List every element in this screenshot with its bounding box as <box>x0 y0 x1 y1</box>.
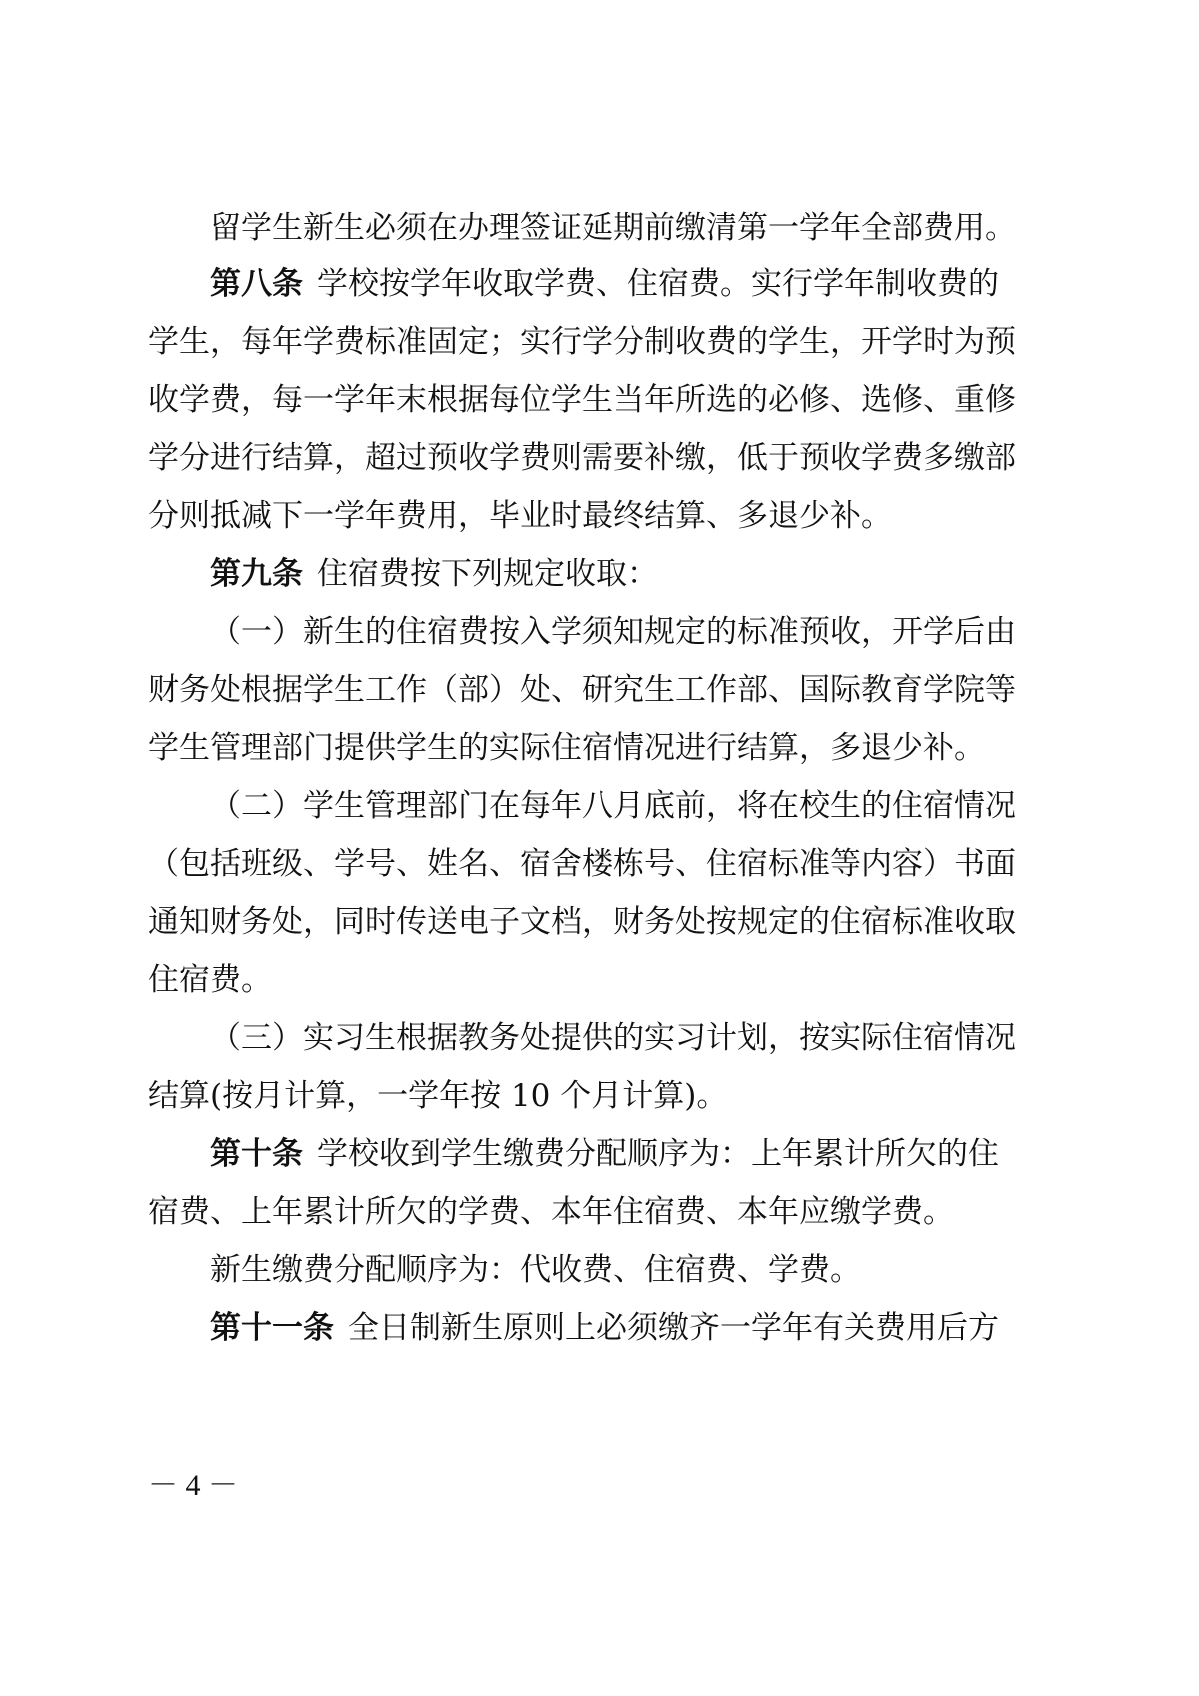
body-line: 新生缴费分配顺序为：代收费、住宿费、学费。 <box>210 1252 861 1288</box>
article-9-heading: 第九条 <box>210 556 303 592</box>
article-10-line: 第十条 学校收到学生缴费分配顺序为：上年累计所欠的住 <box>210 1136 999 1172</box>
body-line: 分则抵减下一学年费用，毕业时最终结算、多退少补。 <box>148 498 892 534</box>
body-line: 学生管理部门提供学生的实际住宿情况进行结算，多退少补。 <box>148 730 985 766</box>
body-line: （三）实习生根据教务处提供的实习计划，按实际住宿情况 <box>210 1020 1016 1056</box>
body-line: 收学费，每一学年末根据每位学生当年所选的必修、选修、重修 <box>148 382 1016 418</box>
body-line: （包括班级、学号、姓名、宿舍楼栋号、住宿标准等内容）书面 <box>148 846 1016 882</box>
article-8-line: 第八条 学校按学年收取学费、住宿费。实行学年制收费的 <box>210 266 999 302</box>
page-number: － 4 － <box>148 1469 238 1502</box>
article-11-heading: 第十一条 <box>210 1310 334 1346</box>
body-line: 通知财务处，同时传送电子文档，财务处按规定的住宿标准收取 <box>148 904 1016 940</box>
body-line: （一）新生的住宿费按入学须知规定的标准预收，开学后由 <box>210 614 1016 650</box>
article-8-heading: 第八条 <box>210 266 303 302</box>
body-line: 学分进行结算，超过预收学费则需要补缴，低于预收学费多缴部 <box>148 440 1016 476</box>
body-line: 宿费、上年累计所欠的学费、本年住宿费、本年应缴学费。 <box>148 1194 954 1230</box>
body-line: 留学生新生必须在办理签证延期前缴清第一学年全部费用。 <box>210 210 1016 246</box>
body-line: 住宿费。 <box>148 962 272 998</box>
body-line: 结算(按月计算，一学年按 10 个月计算)。 <box>148 1078 728 1114</box>
body-line: （二）学生管理部门在每年八月底前，将在校生的住宿情况 <box>210 788 1016 824</box>
article-11-line: 第十一条 全日制新生原则上必须缴齐一学年有关费用后方 <box>210 1310 999 1346</box>
body-line: 财务处根据学生工作（部）处、研究生工作部、国际教育学院等 <box>148 672 1016 708</box>
article-9-line: 第九条 住宿费按下列规定收取： <box>210 556 658 592</box>
article-10-heading: 第十条 <box>210 1136 303 1172</box>
body-line: 学生，每年学费标准固定；实行学分制收费的学生，开学时为预 <box>148 324 1016 360</box>
